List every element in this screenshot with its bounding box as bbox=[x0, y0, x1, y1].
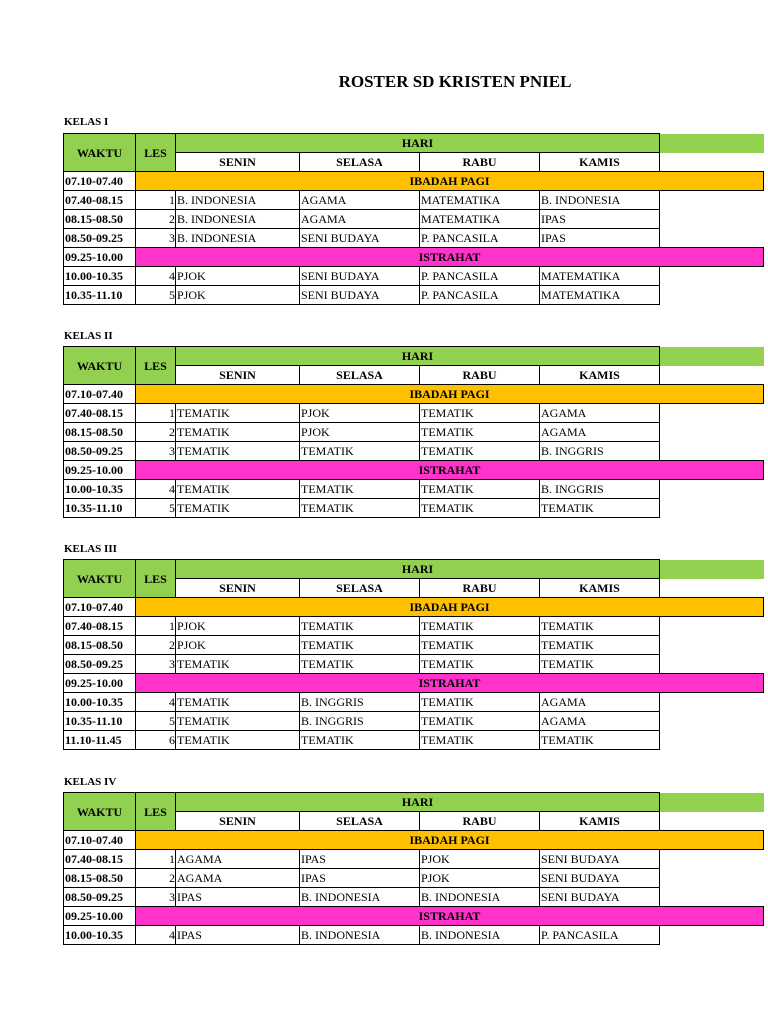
waktu-header: WAKTU bbox=[64, 560, 136, 598]
schedule-table bbox=[63, 133, 764, 305]
table-row bbox=[64, 442, 764, 461]
table-row bbox=[64, 210, 764, 229]
blank-cell bbox=[660, 869, 764, 888]
schedule-table bbox=[63, 346, 764, 518]
subject-cell: IPAS bbox=[540, 229, 660, 248]
subject-cell: TEMATIK bbox=[176, 480, 300, 499]
subject-cell: MATEMATIKA bbox=[540, 267, 660, 286]
subject-cell: TEMATIK bbox=[420, 423, 540, 442]
subject-cell: TEMATIK bbox=[300, 480, 420, 499]
subject-cell: TEMATIK bbox=[420, 693, 540, 712]
subject-cell: PJOK bbox=[300, 404, 420, 423]
table-row bbox=[64, 850, 764, 869]
day-header: KAMIS bbox=[540, 153, 660, 172]
les-number: 3 bbox=[136, 655, 176, 674]
day-header: KAMIS bbox=[540, 812, 660, 831]
blank-cell bbox=[660, 579, 764, 598]
blank-cell bbox=[660, 366, 764, 385]
table-row bbox=[64, 831, 764, 850]
les-number: 1 bbox=[136, 404, 176, 423]
time-cell: 07.10-07.40 bbox=[64, 831, 136, 850]
hari-header-extension bbox=[660, 134, 764, 153]
morning-worship-band: IBADAH PAGI bbox=[136, 831, 764, 850]
time-cell: 07.10-07.40 bbox=[64, 598, 136, 617]
subject-cell: AGAMA bbox=[176, 850, 300, 869]
les-header: LES bbox=[136, 793, 176, 831]
morning-worship-band: IBADAH PAGI bbox=[136, 172, 764, 191]
les-number: 5 bbox=[136, 712, 176, 731]
les-number: 2 bbox=[136, 423, 176, 442]
time-cell: 11.10-11.45 bbox=[64, 731, 136, 750]
time-cell: 09.25-10.00 bbox=[64, 461, 136, 480]
subject-cell: B. INDONESIA bbox=[300, 888, 420, 907]
subject-cell: TEMATIK bbox=[176, 442, 300, 461]
day-header: SELASA bbox=[300, 153, 420, 172]
subject-cell: PJOK bbox=[300, 423, 420, 442]
subject-cell: IPAS bbox=[540, 210, 660, 229]
les-number: 2 bbox=[136, 636, 176, 655]
class-label: KELAS IV bbox=[64, 776, 117, 788]
les-number: 4 bbox=[136, 926, 176, 945]
time-cell: 10.35-11.10 bbox=[64, 499, 136, 518]
subject-cell: P. PANCASILA bbox=[420, 229, 540, 248]
subject-cell: TEMATIK bbox=[420, 404, 540, 423]
class-label: KELAS III bbox=[64, 543, 117, 555]
subject-cell: B. INDONESIA bbox=[420, 926, 540, 945]
day-header: SELASA bbox=[300, 366, 420, 385]
day-header: SENIN bbox=[176, 366, 300, 385]
subject-cell: TEMATIK bbox=[300, 636, 420, 655]
blank-cell bbox=[660, 636, 764, 655]
table-row bbox=[64, 926, 764, 945]
day-header: SENIN bbox=[176, 812, 300, 831]
subject-cell: B. INDONESIA bbox=[176, 229, 300, 248]
table-row bbox=[64, 712, 764, 731]
break-band: ISTRAHAT bbox=[136, 248, 764, 267]
break-band: ISTRAHAT bbox=[136, 674, 764, 693]
les-number: 2 bbox=[136, 869, 176, 888]
time-cell: 07.40-08.15 bbox=[64, 191, 136, 210]
schedule-table bbox=[63, 559, 764, 750]
blank-cell bbox=[660, 850, 764, 869]
blank-cell bbox=[660, 812, 764, 831]
table-row bbox=[64, 731, 764, 750]
les-number: 2 bbox=[136, 210, 176, 229]
subject-cell: SENI BUDAYA bbox=[540, 888, 660, 907]
hari-header-extension bbox=[660, 793, 764, 812]
time-cell: 08.15-08.50 bbox=[64, 636, 136, 655]
table-row bbox=[64, 598, 764, 617]
subject-cell: B. INGGRIS bbox=[540, 442, 660, 461]
time-cell: 10.00-10.35 bbox=[64, 480, 136, 499]
subject-cell: SENI BUDAYA bbox=[300, 286, 420, 305]
blank-cell bbox=[660, 655, 764, 674]
subject-cell: MATEMATIKA bbox=[420, 191, 540, 210]
table-row bbox=[64, 267, 764, 286]
subject-cell: P. PANCASILA bbox=[420, 267, 540, 286]
subject-cell: B. INGGRIS bbox=[300, 693, 420, 712]
subject-cell: AGAMA bbox=[540, 404, 660, 423]
subject-cell: TEMATIK bbox=[420, 731, 540, 750]
subject-cell: IPAS bbox=[176, 888, 300, 907]
subject-cell: TEMATIK bbox=[420, 499, 540, 518]
waktu-header: WAKTU bbox=[64, 134, 136, 172]
table-row bbox=[64, 636, 764, 655]
subject-cell: TEMATIK bbox=[420, 655, 540, 674]
time-cell: 07.40-08.15 bbox=[64, 404, 136, 423]
time-cell: 09.25-10.00 bbox=[64, 248, 136, 267]
break-band: ISTRAHAT bbox=[136, 461, 764, 480]
table-row bbox=[64, 674, 764, 693]
blank-cell bbox=[660, 499, 764, 518]
les-number: 5 bbox=[136, 499, 176, 518]
morning-worship-band: IBADAH PAGI bbox=[136, 385, 764, 404]
blank-cell bbox=[660, 229, 764, 248]
day-header: RABU bbox=[420, 366, 540, 385]
time-cell: 08.15-08.50 bbox=[64, 423, 136, 442]
blank-cell bbox=[660, 712, 764, 731]
time-cell: 08.50-09.25 bbox=[64, 229, 136, 248]
subject-cell: B. INDONESIA bbox=[540, 191, 660, 210]
hari-header-extension bbox=[660, 560, 764, 579]
subject-cell: TEMATIK bbox=[420, 442, 540, 461]
day-header: KAMIS bbox=[540, 579, 660, 598]
subject-cell: TEMATIK bbox=[176, 655, 300, 674]
subject-cell: P. PANCASILA bbox=[420, 286, 540, 305]
time-cell: 07.40-08.15 bbox=[64, 850, 136, 869]
day-header: RABU bbox=[420, 579, 540, 598]
subject-cell: TEMATIK bbox=[420, 712, 540, 731]
table-row bbox=[64, 286, 764, 305]
blank-cell bbox=[660, 480, 764, 499]
les-number: 3 bbox=[136, 888, 176, 907]
time-cell: 08.15-08.50 bbox=[64, 869, 136, 888]
table-row bbox=[64, 191, 764, 210]
subject-cell: TEMATIK bbox=[176, 712, 300, 731]
hari-header: HARI bbox=[176, 560, 660, 579]
class-label: KELAS II bbox=[64, 330, 113, 342]
hari-header: HARI bbox=[176, 134, 660, 153]
table-row bbox=[64, 248, 764, 267]
subject-cell: TEMATIK bbox=[300, 731, 420, 750]
time-cell: 07.40-08.15 bbox=[64, 617, 136, 636]
blank-cell bbox=[660, 442, 764, 461]
table-row bbox=[64, 229, 764, 248]
schedule-table bbox=[63, 792, 764, 945]
les-number: 1 bbox=[136, 850, 176, 869]
subject-cell: PJOK bbox=[420, 850, 540, 869]
subject-cell: AGAMA bbox=[300, 191, 420, 210]
hari-header-extension bbox=[660, 347, 764, 366]
time-cell: 08.50-09.25 bbox=[64, 655, 136, 674]
les-header: LES bbox=[136, 347, 176, 385]
les-number: 4 bbox=[136, 480, 176, 499]
subject-cell: AGAMA bbox=[540, 712, 660, 731]
day-header: SELASA bbox=[300, 812, 420, 831]
time-cell: 10.00-10.35 bbox=[64, 267, 136, 286]
break-band: ISTRAHAT bbox=[136, 907, 764, 926]
subject-cell: TEMATIK bbox=[420, 480, 540, 499]
subject-cell: IPAS bbox=[176, 926, 300, 945]
subject-cell: SENI BUDAYA bbox=[300, 229, 420, 248]
les-number: 3 bbox=[136, 442, 176, 461]
subject-cell: TEMATIK bbox=[540, 499, 660, 518]
blank-cell bbox=[660, 210, 764, 229]
blank-cell bbox=[660, 153, 764, 172]
subject-cell: P. PANCASILA bbox=[540, 926, 660, 945]
hari-header: HARI bbox=[176, 347, 660, 366]
table-row bbox=[64, 907, 764, 926]
subject-cell: TEMATIK bbox=[176, 423, 300, 442]
subject-cell: TEMATIK bbox=[300, 655, 420, 674]
les-number: 4 bbox=[136, 693, 176, 712]
subject-cell: MATEMATIKA bbox=[540, 286, 660, 305]
subject-cell: PJOK bbox=[176, 267, 300, 286]
table-row bbox=[64, 404, 764, 423]
blank-cell bbox=[660, 731, 764, 750]
subject-cell: IPAS bbox=[300, 850, 420, 869]
subject-cell: B. INDONESIA bbox=[176, 210, 300, 229]
time-cell: 08.50-09.25 bbox=[64, 888, 136, 907]
document-title: ROSTER SD KRISTEN PNIEL bbox=[338, 72, 572, 91]
subject-cell: TEMATIK bbox=[300, 617, 420, 636]
subject-cell: B. INDONESIA bbox=[420, 888, 540, 907]
blank-cell bbox=[660, 267, 764, 286]
blank-cell bbox=[660, 286, 764, 305]
table-row bbox=[64, 655, 764, 674]
day-header: SELASA bbox=[300, 579, 420, 598]
subject-cell: B. INGGRIS bbox=[300, 712, 420, 731]
subject-cell: SENI BUDAYA bbox=[540, 850, 660, 869]
blank-cell bbox=[660, 888, 764, 907]
subject-cell: TEMATIK bbox=[176, 731, 300, 750]
subject-cell: SENI BUDAYA bbox=[540, 869, 660, 888]
time-cell: 10.00-10.35 bbox=[64, 693, 136, 712]
subject-cell: TEMATIK bbox=[420, 617, 540, 636]
les-number: 5 bbox=[136, 286, 176, 305]
waktu-header: WAKTU bbox=[64, 793, 136, 831]
subject-cell: TEMATIK bbox=[420, 636, 540, 655]
subject-cell: B. INGGRIS bbox=[540, 480, 660, 499]
time-cell: 09.25-10.00 bbox=[64, 907, 136, 926]
blank-cell bbox=[660, 404, 764, 423]
time-cell: 08.15-08.50 bbox=[64, 210, 136, 229]
subject-cell: TEMATIK bbox=[300, 442, 420, 461]
les-number: 6 bbox=[136, 731, 176, 750]
les-number: 3 bbox=[136, 229, 176, 248]
blank-cell bbox=[660, 926, 764, 945]
subject-cell: PJOK bbox=[176, 286, 300, 305]
time-cell: 07.10-07.40 bbox=[64, 172, 136, 191]
table-row bbox=[64, 888, 764, 907]
day-header: SENIN bbox=[176, 579, 300, 598]
subject-cell: TEMATIK bbox=[540, 636, 660, 655]
subject-cell: IPAS bbox=[300, 869, 420, 888]
blank-cell bbox=[660, 191, 764, 210]
subject-cell: AGAMA bbox=[540, 693, 660, 712]
table-row bbox=[64, 172, 764, 191]
time-cell: 09.25-10.00 bbox=[64, 674, 136, 693]
subject-cell: TEMATIK bbox=[540, 617, 660, 636]
subject-cell: PJOK bbox=[420, 869, 540, 888]
subject-cell: SENI BUDAYA bbox=[300, 267, 420, 286]
hari-header: HARI bbox=[176, 793, 660, 812]
subject-cell: AGAMA bbox=[176, 869, 300, 888]
day-header: KAMIS bbox=[540, 366, 660, 385]
les-number: 4 bbox=[136, 267, 176, 286]
table-row bbox=[64, 617, 764, 636]
blank-cell bbox=[660, 423, 764, 442]
table-row bbox=[64, 423, 764, 442]
table-row bbox=[64, 385, 764, 404]
table-row bbox=[64, 693, 764, 712]
subject-cell: TEMATIK bbox=[176, 499, 300, 518]
subject-cell: TEMATIK bbox=[540, 731, 660, 750]
table-row bbox=[64, 499, 764, 518]
day-header: RABU bbox=[420, 153, 540, 172]
subject-cell: TEMATIK bbox=[540, 655, 660, 674]
class-label: KELAS I bbox=[64, 116, 109, 128]
subject-cell: B. INDONESIA bbox=[300, 926, 420, 945]
time-cell: 08.50-09.25 bbox=[64, 442, 136, 461]
time-cell: 07.10-07.40 bbox=[64, 385, 136, 404]
les-header: LES bbox=[136, 560, 176, 598]
time-cell: 10.00-10.35 bbox=[64, 926, 136, 945]
les-number: 1 bbox=[136, 617, 176, 636]
waktu-header: WAKTU bbox=[64, 347, 136, 385]
blank-cell bbox=[660, 617, 764, 636]
les-header: LES bbox=[136, 134, 176, 172]
day-header: SENIN bbox=[176, 153, 300, 172]
morning-worship-band: IBADAH PAGI bbox=[136, 598, 764, 617]
blank-cell bbox=[660, 693, 764, 712]
subject-cell: AGAMA bbox=[300, 210, 420, 229]
subject-cell: PJOK bbox=[176, 617, 300, 636]
les-number: 1 bbox=[136, 191, 176, 210]
table-row bbox=[64, 461, 764, 480]
day-header: RABU bbox=[420, 812, 540, 831]
table-row bbox=[64, 480, 764, 499]
subject-cell: TEMATIK bbox=[176, 404, 300, 423]
subject-cell: TEMATIK bbox=[176, 693, 300, 712]
subject-cell: TEMATIK bbox=[300, 499, 420, 518]
time-cell: 10.35-11.10 bbox=[64, 712, 136, 731]
table-row bbox=[64, 869, 764, 888]
time-cell: 10.35-11.10 bbox=[64, 286, 136, 305]
subject-cell: AGAMA bbox=[540, 423, 660, 442]
subject-cell: MATEMATIKA bbox=[420, 210, 540, 229]
subject-cell: PJOK bbox=[176, 636, 300, 655]
subject-cell: B. INDONESIA bbox=[176, 191, 300, 210]
